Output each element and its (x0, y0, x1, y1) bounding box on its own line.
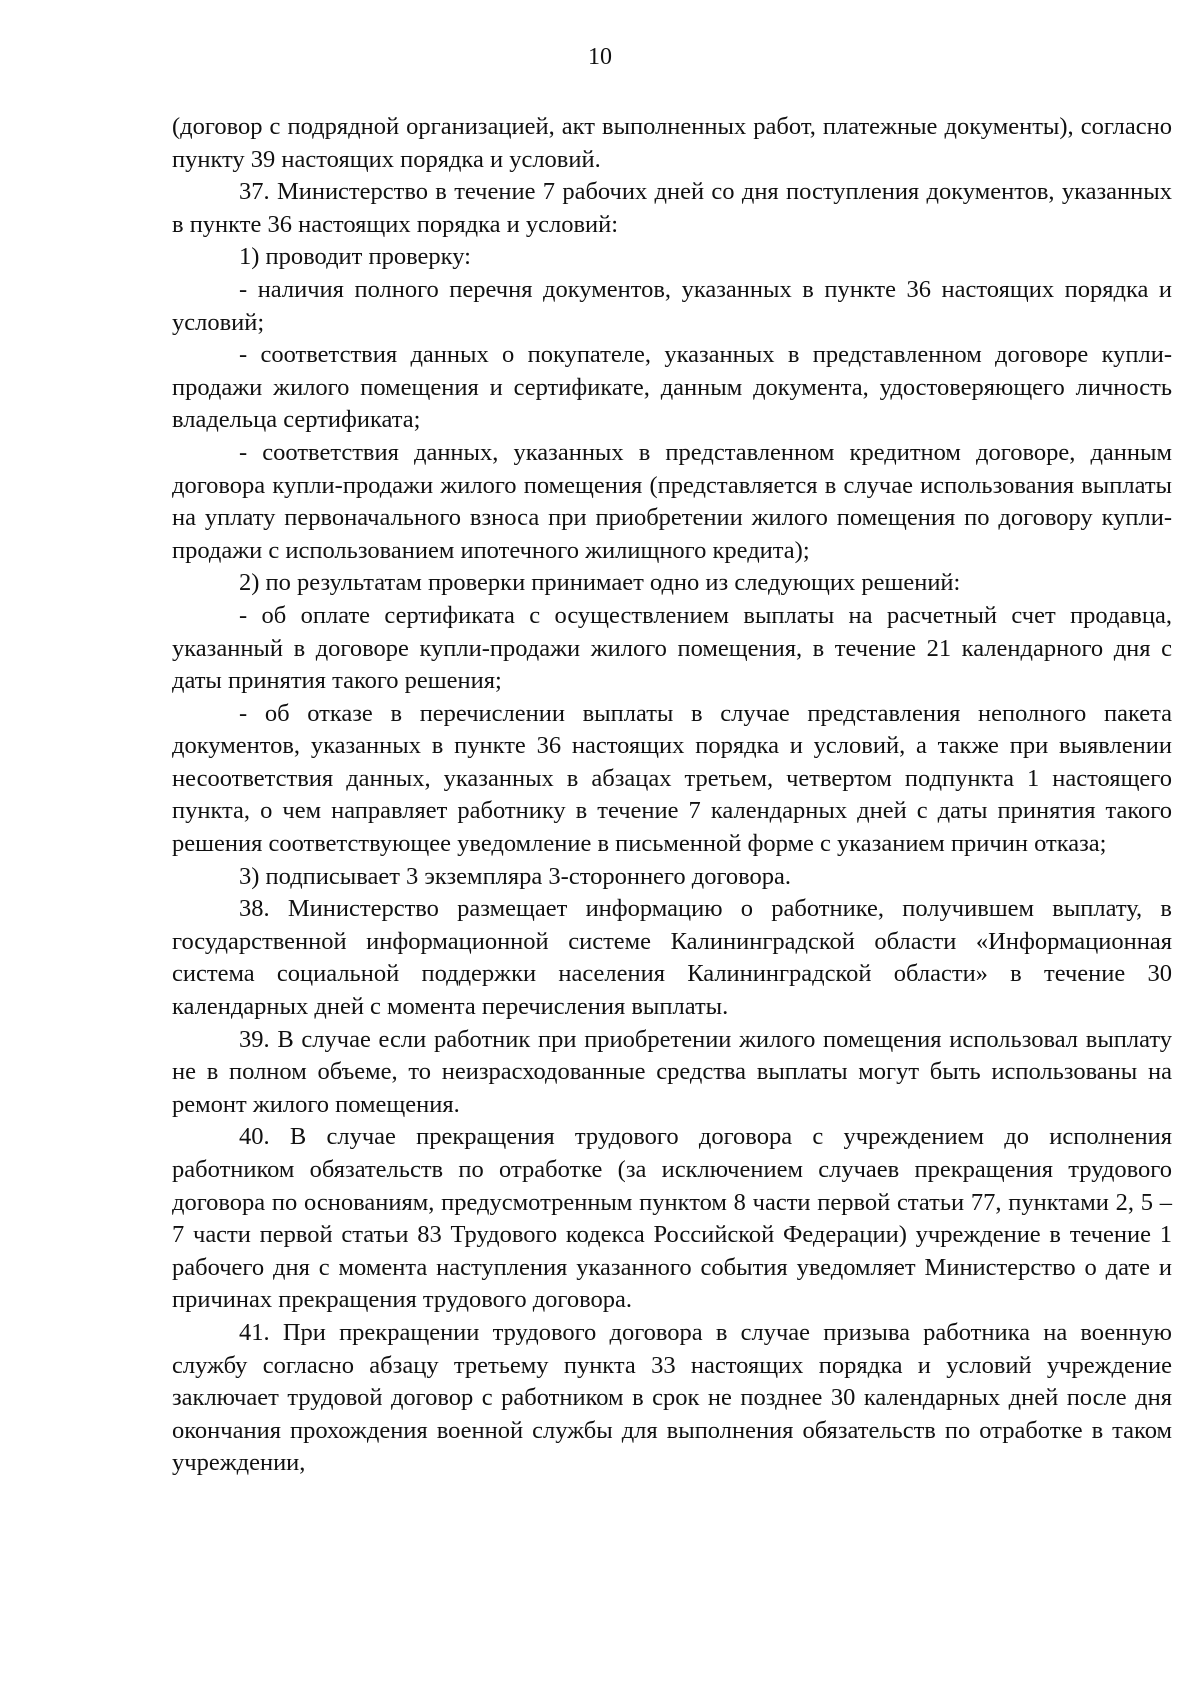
check-item-credit-data: - соответствия данных, указанных в представленном кредитном договоре, данным договора купли-продажи жилого помещения (представляется в случае использования выплаты на уплату первоначального взноса при приобретении жилого помещения по договору купли-продажи с использованием ипотечного жилищного кредита); (172, 438, 1172, 564)
subpoint-1: 1) проводит проверку: (239, 243, 471, 271)
paragraph-41: 41. При прекращении трудового договора в случае призыва работника на военную службу согласно абзацу третьему пункта 33 настоящих порядка и условий учреждение заключает трудовой договор с работником в срок не позднее 30 календарных дней после дня окончания прохождения военной службы для выполнения обязательств по отработке в таком учреждении, (172, 1318, 1172, 1477)
subpoint-3: 3) подписывает 3 экземпляра 3-стороннего договора. (239, 862, 792, 890)
subpoint-2: 2) по результатам проверки принимает одно из следующих решений: (239, 569, 961, 597)
paragraph-40: 40. В случае прекращения трудового договора с учреждением до исполнения работником обязательств по отработке (за исключением случаев прекращения трудового договора по основаниям, предусмотренным пунктом 8 части первой статьи 77, пунктами 2, 5 – 7 части первой статьи 83 Трудового кодекса Российской Федерации) учреждение в течение 1 рабочего дня с момента наступления указанного события уведомляет Министерство о дате и причинах прекращения трудового договора. (172, 1123, 1172, 1314)
check-item-buyer-data: - соответствия данных о покупателе, указанных в представленном договоре купли-продажи жилого помещения и сертификате, данным документа, удостоверяющего личность владельца сертификата; (172, 341, 1172, 434)
paragraph-39: 39. В случае если работник при приобретении жилого помещения использовал выплату не в полном объеме, то неизрасходованные средства выплаты могут быть использованы на ремонт жилого помещения. (172, 1025, 1172, 1118)
page-number: 10 (588, 44, 612, 70)
decision-payment: - об оплате сертификата с осуществлением выплаты на расчетный счет продавца, указанный в договоре купли-продажи жилого помещения, в течение 21 календарного дня с даты принятия такого решения; (172, 601, 1172, 695)
paragraph-38: 38. Министерство размещает информацию о работнике, получившем выплату, в государственной информационной системе Калининградской области «Информационная система социальной поддержки населения Калининградской области» в течение 30 календарных дней с момента перечисления выплаты. (172, 895, 1172, 1021)
paragraph-continuation: (договор с подрядной организацией, акт выполненных работ, платежные документы), согласно пункту 39 настоящих порядка и условий. (172, 113, 1172, 173)
decision-refusal: - об отказе в перечислении выплаты в случае представления неполного пакета документов, указанных в пункте 36 настоящих порядка и условий, а также при выявлении несоответствия данных, указанных в абзацах третьем, четвертом подпункта 1 настоящего пункта, о чем направляет работнику в течение 7 календарных дней с даты принятия такого решения соответствующее уведомление в письменной форме с указанием причин отказа; (172, 699, 1172, 858)
document-body (172, 111, 1172, 1480)
check-item-documents: - наличия полного перечня документов, указанных в пункте 36 настоящих порядка и условий; (172, 275, 1172, 336)
paragraph-37: 37. Министерство в течение 7 рабочих дней со дня поступления документов, указанных в пункте 36 настоящих порядка и условий: (172, 178, 1172, 238)
